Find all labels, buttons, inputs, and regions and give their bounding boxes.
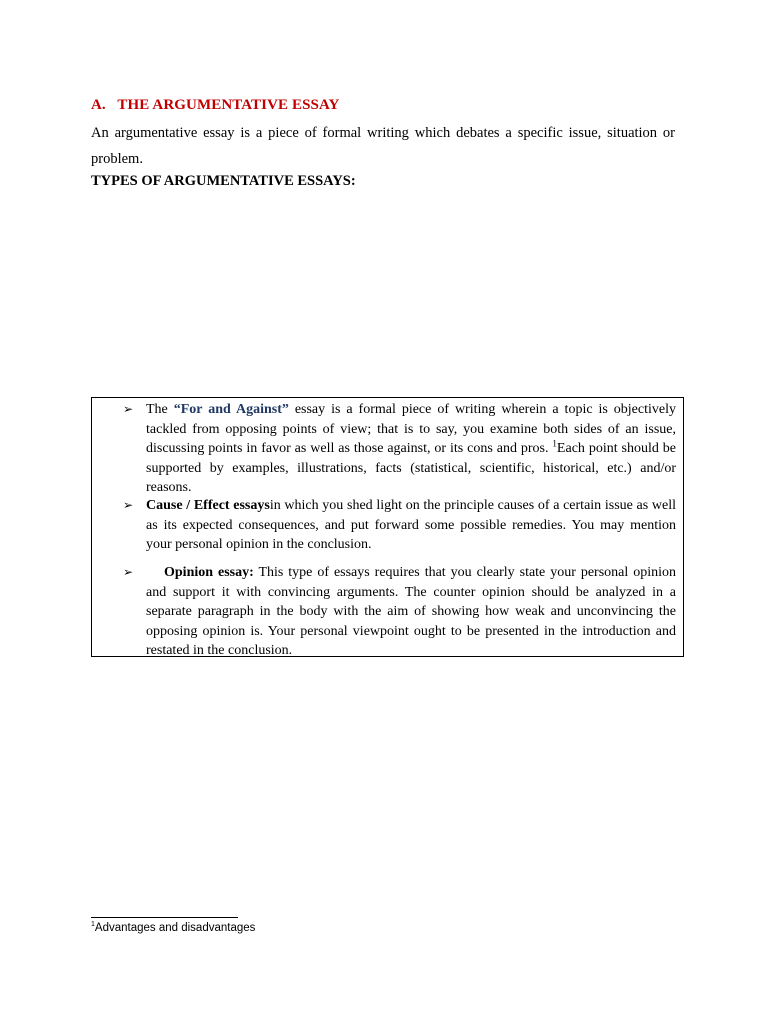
for-and-against-term: “For and Against” xyxy=(173,402,289,417)
item-text: in which you shed light on the principle causes of a certain issue as well as its expected consequences, and put forward some possible remedies. You may mention your personal opinion in the conclusion. xyxy=(146,498,676,552)
arrow-bullet-icon: ➢ xyxy=(123,565,134,579)
item-text-b: Each point should be supported by examples, illustrations, facts (statistical, scientific, historical, etc.) and/or reasons. xyxy=(146,441,676,495)
list-item-text xyxy=(146,496,676,555)
footnote-ref[interactable]: 1 xyxy=(552,438,557,449)
cause-effect-term: Cause / Effect essays xyxy=(146,498,270,513)
opinion-term: Opinion essay: xyxy=(164,565,254,580)
essay-types-box xyxy=(91,397,684,657)
list-item-text xyxy=(146,563,676,661)
section-heading xyxy=(91,97,339,114)
section-title: THE ARGUMENTATIVE ESSAY xyxy=(117,97,340,113)
item-text-a: essay is a formal piece of writing wherein a topic is objectively tackled from opposing points of view; that is to say, you examine both sides of an issue, discussing points in favor as well as those against, or its cons and pros. xyxy=(146,402,676,456)
footnote xyxy=(91,922,255,934)
item-prefix: The xyxy=(146,402,174,417)
intro-paragraph: An argumentative essay is a piece of formal writing which debates a specific issue, situation or problem. xyxy=(91,125,675,167)
arrow-bullet-icon: ➢ xyxy=(123,402,134,416)
footnote-number: 1 xyxy=(91,921,95,929)
footnote-text: Advantages and disadvantages xyxy=(94,922,256,934)
list-item-text xyxy=(146,400,676,498)
item-text: This type of essays requires that you clearly state your personal opinion and support it with convincing arguments. The counter opinion should be analyzed in a separate paragraph in the body with the aim of showing how weak and unconvincing the opposing opinion is. Your personal viewpoint ought to be presented in the introduction and restated in the conclusion. xyxy=(146,565,676,658)
types-heading: TYPES OF ARGUMENTATIVE ESSAYS: xyxy=(91,173,356,189)
footnote-separator xyxy=(91,917,238,918)
arrow-bullet-icon: ➢ xyxy=(123,498,134,512)
section-marker: A. xyxy=(91,97,106,113)
